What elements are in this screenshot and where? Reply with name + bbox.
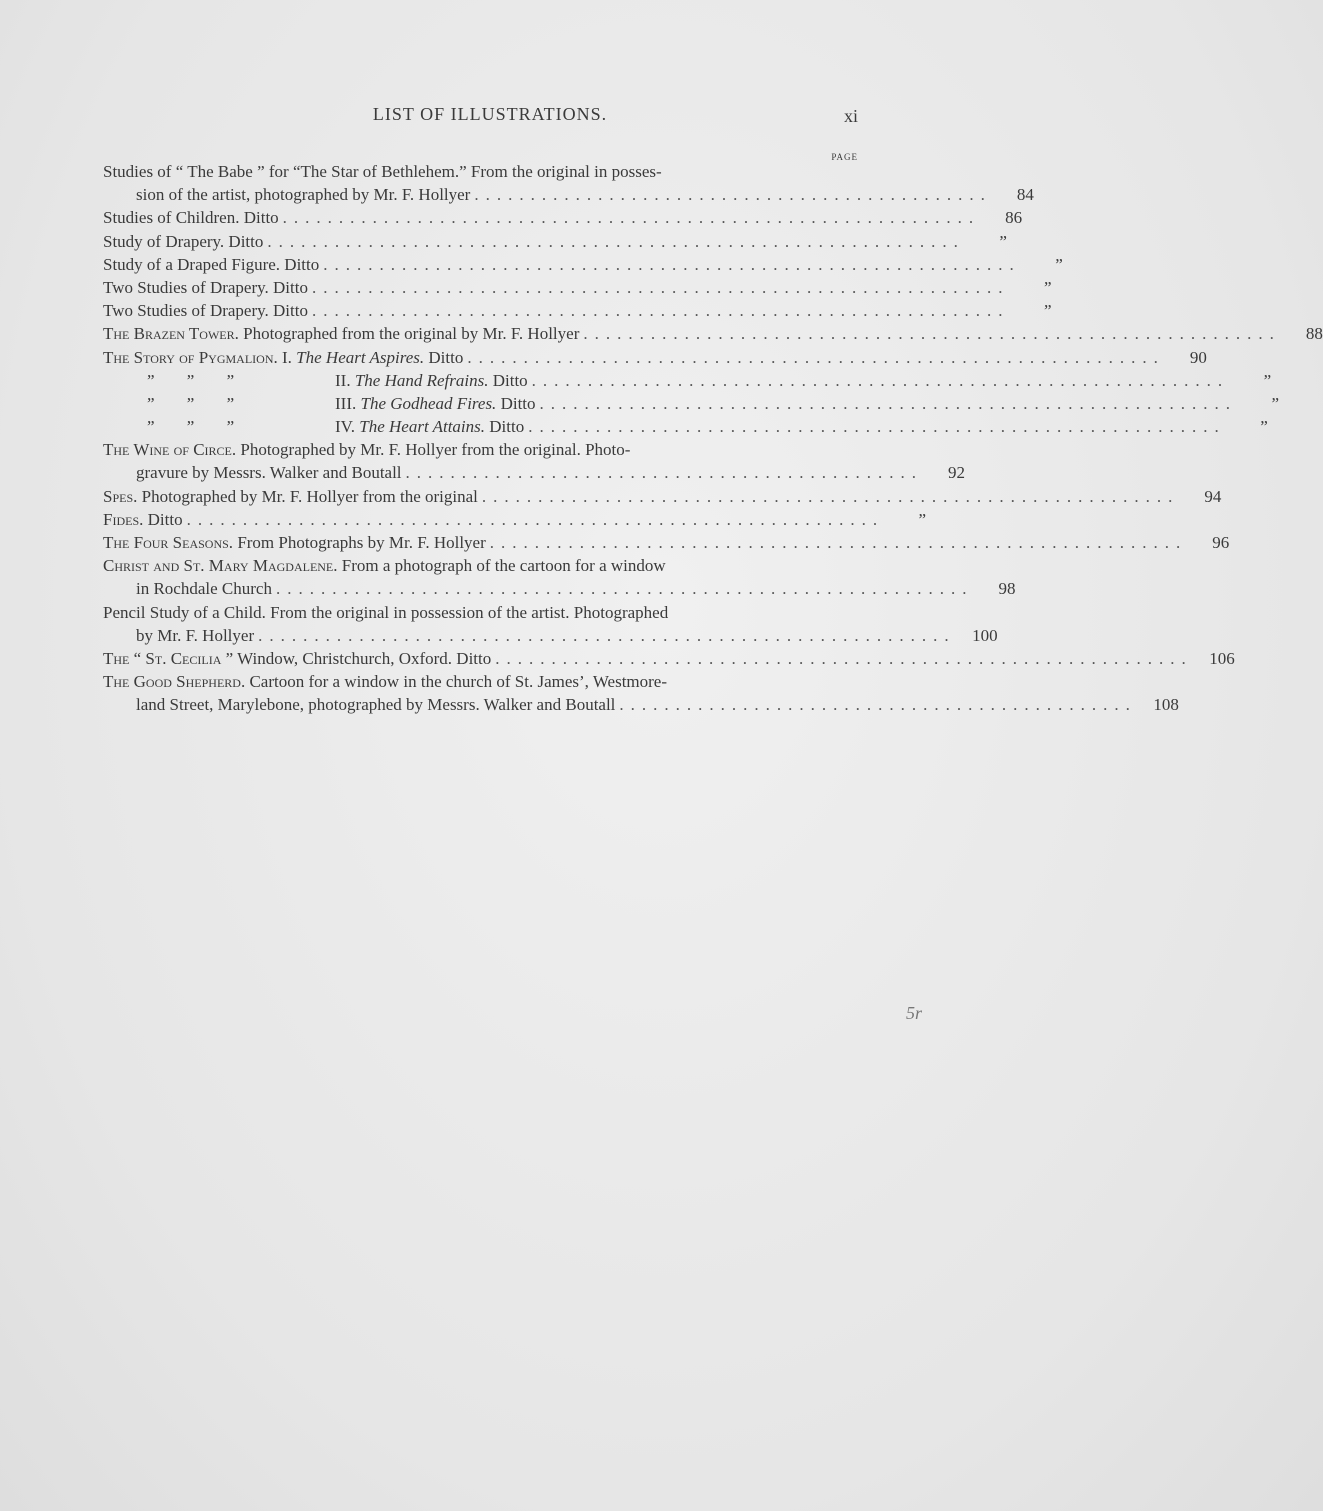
page-number: 94 xyxy=(1204,486,1222,506)
entry-text: Two Studies of Drapery. Ditto xyxy=(103,277,308,297)
list-item xyxy=(103,206,1023,229)
entry-text: Photographed by Mr. F. Hollyer from the original. Photo- xyxy=(236,440,631,460)
entry-text: Study of Drapery. Ditto xyxy=(103,231,264,251)
page-number: 92 xyxy=(948,463,966,483)
entry-title: The Four Seasons. xyxy=(103,533,234,552)
entry-title: The “ St. Cecilia ” xyxy=(103,648,234,668)
ditto-marks: ” ” ” xyxy=(147,417,235,437)
entry-text: Ditto xyxy=(488,370,528,390)
list-item xyxy=(103,485,1222,508)
page-title: LIST OF ILLUSTRATIONS. xyxy=(372,104,608,124)
entry-text: gravure by Messrs. Walker and Boutall xyxy=(136,463,402,483)
list-item xyxy=(103,554,1016,600)
dot-leader: .............................................................. xyxy=(282,208,981,228)
page-number: 100 xyxy=(972,625,998,645)
page-number: 98 xyxy=(998,579,1016,599)
page-number: 86 xyxy=(1005,208,1023,228)
dot-leader: .............................................. xyxy=(405,463,924,483)
page-number: ” xyxy=(1055,254,1063,274)
list-item xyxy=(103,369,1272,392)
page-number: 108 xyxy=(1153,695,1179,715)
list-item xyxy=(103,415,1268,438)
dot-leader: .............................................................. xyxy=(481,486,1180,506)
entry-title: The Brazen Tower. xyxy=(103,324,239,344)
entry-text: Window, Christchurch, Oxford. Ditto xyxy=(233,648,492,668)
entry-text: From Photographs by Mr. F. Hollyer xyxy=(233,533,486,552)
dot-leader: .............................................................. xyxy=(583,324,1281,344)
dot-leader: .............................................................. xyxy=(467,347,1165,367)
list-item xyxy=(103,670,1179,716)
list-item xyxy=(103,346,1207,369)
page-number: ” xyxy=(1043,277,1052,297)
page-number: 90 xyxy=(1189,347,1207,367)
page-number: ” xyxy=(999,231,1007,251)
entry-text: Cartoon for a window in the church of St. James’, Westmore- xyxy=(245,672,668,692)
entry-title: The Story of Pygmalion. xyxy=(103,347,278,367)
list-item xyxy=(103,230,1007,253)
dot-leader: .............................................................. xyxy=(267,231,965,251)
dot-leader: .............................................................. xyxy=(539,393,1238,413)
list-item xyxy=(103,392,1280,415)
page-number: 106 xyxy=(1209,648,1235,668)
list-item xyxy=(103,322,1323,345)
entry-text: in Rochdale Church xyxy=(136,579,272,599)
entry-title: The Good Shepherd. xyxy=(103,672,246,692)
entry-subtitle: The Godhead Fires. xyxy=(360,393,497,413)
list-item xyxy=(103,299,1052,322)
entry-text: Study of a Draped Figure. Ditto xyxy=(103,254,320,274)
list-item xyxy=(103,276,1052,299)
dot-leader: .............................................. xyxy=(619,695,1137,715)
entry-text: Studies of Children. Ditto xyxy=(103,208,279,228)
page-number: ” xyxy=(1263,370,1272,390)
entry-number: IV. xyxy=(335,417,360,437)
entry-text: Photographed from the original by Mr. F. Hollyer xyxy=(238,324,580,344)
dot-leader: .............................................................. xyxy=(323,254,1021,274)
entry-text: Ditto xyxy=(496,393,536,413)
dot-leader: .............................................. xyxy=(474,185,992,205)
dot-leader: .............................................................. xyxy=(258,625,956,645)
entry-text: Two Studies of Drapery. Ditto xyxy=(103,301,308,321)
running-head xyxy=(0,102,1000,128)
list-item xyxy=(103,647,1235,670)
ditto-marks: ” ” ” xyxy=(147,393,235,413)
dot-leader: .............................................................. xyxy=(495,648,1193,668)
folio-number: xi xyxy=(843,106,858,126)
list-item xyxy=(103,160,1034,206)
list-item xyxy=(103,438,966,484)
dot-leader: .............................................................. xyxy=(186,509,885,529)
page-number: ” xyxy=(1043,301,1052,321)
dot-leader: .............................................................. xyxy=(489,533,1188,552)
entry-title: Christ and St. Mary Magdalene. xyxy=(103,556,338,576)
entry-text: From a photograph of the cartoon for a window xyxy=(337,556,666,576)
page-column-label: PAGE xyxy=(831,152,858,162)
page-number: ” xyxy=(1260,417,1268,437)
entry-title: Fides. xyxy=(103,509,144,529)
entry-text: land Street, Marylebone, photographed by Messrs. Walker and Boutall xyxy=(136,695,616,715)
page-number: 96 xyxy=(1212,533,1230,552)
page-number: 88 xyxy=(1305,324,1323,344)
entry-text: sion of the artist, photographed by Mr. F. Hollyer xyxy=(136,185,471,205)
entry-text: by Mr. F. Hollyer xyxy=(136,625,255,645)
entry-title: Spes. xyxy=(103,486,138,506)
entry-text: Ditto xyxy=(424,347,464,367)
list-item xyxy=(103,508,927,531)
entry-text: I. xyxy=(277,347,297,367)
page-number: ” xyxy=(1271,393,1280,413)
dot-leader: .............................................................. xyxy=(311,277,1010,297)
page-number: 84 xyxy=(1016,185,1034,205)
entry-number: III. xyxy=(335,393,361,413)
entry-subtitle: The Heart Attains. xyxy=(359,417,486,437)
dot-leader: .............................................................. xyxy=(311,301,1010,321)
ditto-marks: ” ” ” xyxy=(147,370,235,390)
entry-text: Pencil Study of a Child. From the original in possession of the artist. Photographed xyxy=(103,602,669,622)
entry-number: II. xyxy=(335,370,355,390)
list-item xyxy=(103,601,998,647)
list-item xyxy=(103,531,1230,554)
entry-text: Ditto xyxy=(485,417,525,437)
handwritten-margin-note: 5r xyxy=(906,1003,923,1023)
entry-subtitle: The Hand Refrains. xyxy=(354,370,489,390)
entry-text: Ditto xyxy=(143,509,183,529)
illustration-list xyxy=(103,160,1323,717)
dot-leader: .............................................................. xyxy=(275,579,974,599)
list-item xyxy=(103,253,1063,276)
dot-leader: .............................................................. xyxy=(528,417,1226,437)
dot-leader: .............................................................. xyxy=(531,370,1230,390)
entry-text: Photographed by Mr. F. Hollyer from the original xyxy=(137,486,478,506)
entry-title: The Wine of Circe. xyxy=(103,440,237,460)
entry-text: Studies of “ The Babe ” for “The Star of Bethlehem.” From the original in posses- xyxy=(103,162,662,181)
entry-subtitle: The Heart Aspires. xyxy=(296,347,425,367)
page-number: ” xyxy=(918,509,927,529)
